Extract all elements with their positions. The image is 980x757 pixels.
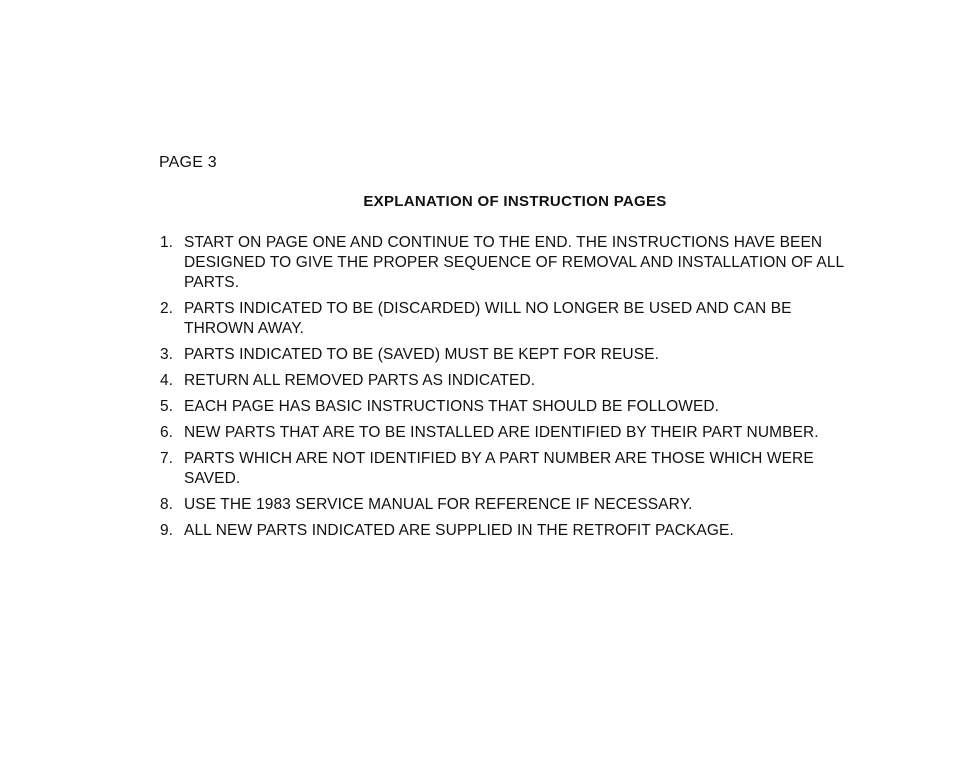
list-item [160, 299, 860, 339]
list-item-number: 9. [160, 522, 173, 539]
list-item-number: 4. [160, 372, 173, 389]
list-item-number: 6. [160, 424, 173, 441]
list-item-text: ALL NEW PARTS INDICATED ARE SUPPLIED IN THE RETROFIT PACKAGE. [184, 522, 734, 539]
list-item [160, 423, 860, 443]
list-item-number: 5. [160, 398, 173, 415]
page-number: PAGE 3 [159, 154, 217, 171]
list-item-number: 2. [160, 300, 173, 317]
list-item-text: PARTS INDICATED TO BE (SAVED) MUST BE KEPT FOR REUSE. [184, 346, 659, 363]
list-item [160, 449, 860, 489]
list-item-number: 8. [160, 496, 173, 513]
list-item [160, 521, 860, 541]
list-item-number: 1. [160, 234, 173, 251]
list-item-text: PARTS INDICATED TO BE (DISCARDED) WILL NO LONGER BE USED AND CAN BE THROWN AWAY. [184, 300, 792, 337]
list-item [160, 233, 860, 293]
page-title: EXPLANATION OF INSTRUCTION PAGES [363, 193, 667, 210]
list-item-text: PARTS WHICH ARE NOT IDENTIFIED BY A PART NUMBER ARE THOSE WHICH WERE SAVED. [184, 450, 814, 487]
list-item [160, 397, 860, 417]
list-item-number: 7. [160, 450, 173, 467]
list-item-text: USE THE 1983 SERVICE MANUAL FOR REFERENCE IF NECESSARY. [184, 496, 693, 513]
list-item-number: 3. [160, 346, 173, 363]
list-item [160, 371, 860, 391]
list-item [160, 345, 860, 365]
list-item-text: RETURN ALL REMOVED PARTS AS INDICATED. [184, 372, 536, 389]
list-item-text: EACH PAGE HAS BASIC INSTRUCTIONS THAT SHOULD BE FOLLOWED. [184, 398, 720, 415]
instruction-list [160, 233, 860, 547]
list-item [160, 495, 860, 515]
list-item-text: START ON PAGE ONE AND CONTINUE TO THE END. THE INSTRUCTIONS HAVE BEEN DESIGNED TO GIVE THE PROPER SEQUENCE OF REMOVAL AND INSTALLATION OF ALL PARTS. [184, 234, 844, 291]
list-item-text: NEW PARTS THAT ARE TO BE INSTALLED ARE IDENTIFIED BY THEIR PART NUMBER. [184, 424, 819, 441]
